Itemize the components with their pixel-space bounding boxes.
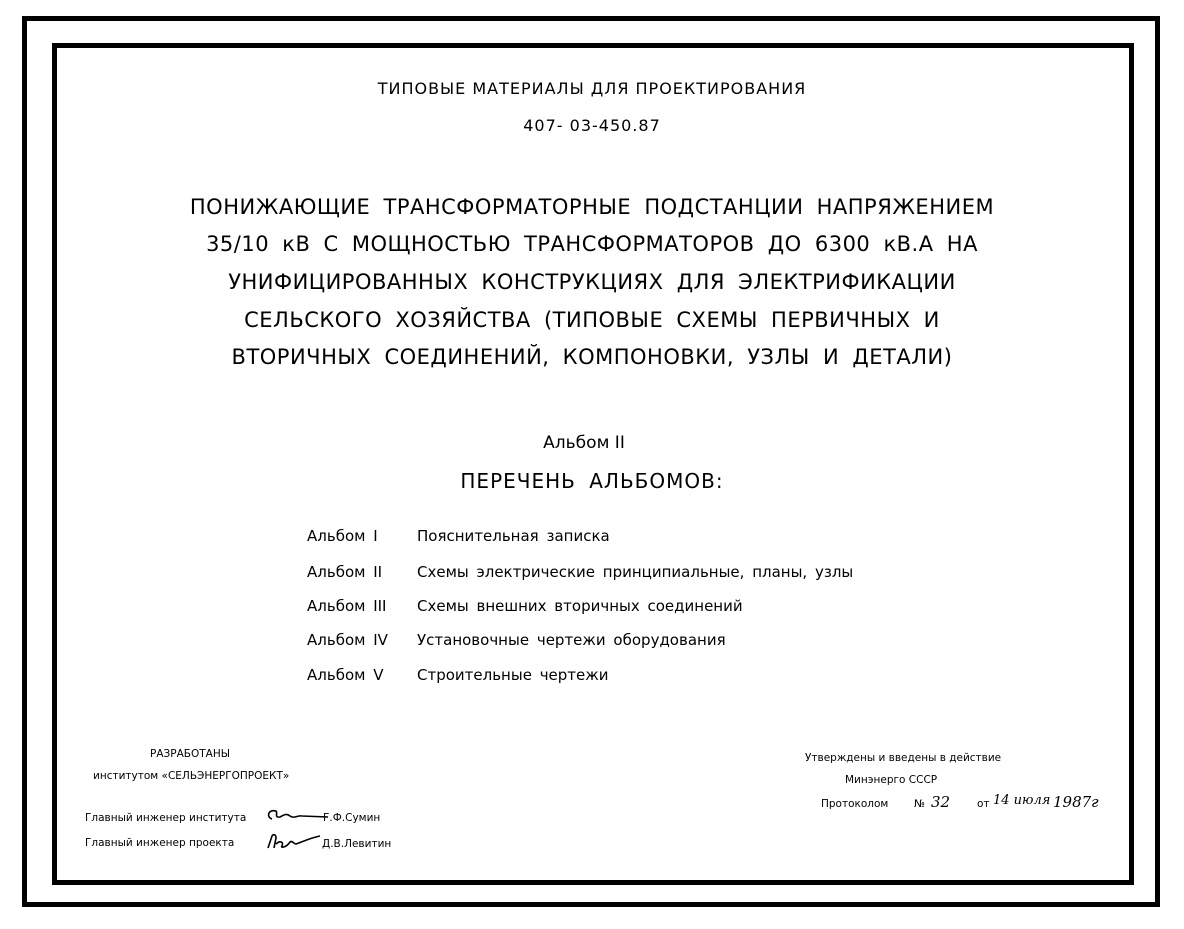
signature-sumin — [262, 805, 332, 827]
album-name: Альбом V — [307, 666, 384, 684]
album-description: Установочные чертежи оборудования — [417, 631, 726, 649]
number-label: № — [914, 798, 925, 810]
institute-name: институтом «СЕЛЬЭНЕРГОПРОЕКТ» — [93, 770, 290, 782]
title-line: ВТОРИЧНЫХ СОЕДИНЕНИЙ, КОМПОНОВКИ, УЗЛЫ И ДЕТАЛИ) — [231, 345, 953, 369]
album-name: Альбом II — [307, 563, 383, 581]
ministry-name: Минэнерго СССР — [845, 774, 938, 786]
album-name: Альбом I — [307, 527, 378, 545]
approval-line: Утверждены и введены в действие — [805, 752, 1002, 764]
album-description: Схемы электрические принципиальные, планы, узлы — [417, 563, 854, 581]
album-name: Альбом III — [307, 597, 387, 615]
albums-list-title: ПЕРЕЧЕНЬ АЛЬБОМОВ: — [460, 469, 724, 493]
album-description: Схемы внешних вторичных соединений — [417, 597, 743, 615]
title-line: 35/10 кВ С МОЩНОСТЬЮ ТРАНСФОРМАТОРОВ ДО 6300 кВ.А НА — [206, 232, 978, 256]
album-description: Строительные чертежи — [417, 666, 609, 684]
title-line: ПОНИЖАЮЩИЕ ТРАНСФОРМАТОРНЫЕ ПОДСТАНЦИИ НАПРЯЖЕНИЕМ — [189, 195, 995, 219]
series-heading: ТИПОВЫЕ МАТЕРИАЛЫ ДЛЯ ПРОЕКТИРОВАНИЯ — [377, 79, 807, 98]
album-name: Альбом IV — [307, 631, 388, 649]
protocol-number: 32 — [931, 793, 951, 811]
signatory-name: Д.В.Левитин — [322, 838, 392, 850]
album-description: Пояснительная записка — [417, 527, 610, 545]
title-line: СЕЛЬСКОГО ХОЗЯЙСТВА (ТИПОВЫЕ СХЕМЫ ПЕРВИЧНЫХ И — [244, 308, 940, 332]
document-code: 407- 03-450.87 — [523, 116, 661, 135]
approval-date: 14 июля — [993, 793, 1051, 808]
approval-year: 1987 — [1053, 793, 1092, 811]
date-prefix: от — [977, 798, 990, 810]
album-label: Альбом II — [543, 433, 625, 453]
title-line: УНИФИЦИРОВАННЫХ КОНСТРУКЦИЯХ ДЛЯ ЭЛЕКТРИФИКАЦИИ — [228, 270, 956, 294]
signatory-name: Г.Ф.Сумин — [323, 812, 381, 824]
signature-levitin — [262, 830, 324, 854]
year-suffix: г — [1091, 793, 1099, 811]
developed-label: РАЗРАБОТАНЫ — [150, 748, 230, 760]
signatory-role: Главный инженер института — [85, 812, 247, 824]
protocol-label: Протоколом — [821, 798, 889, 810]
signatory-role: Главный инженер проекта — [85, 837, 235, 849]
